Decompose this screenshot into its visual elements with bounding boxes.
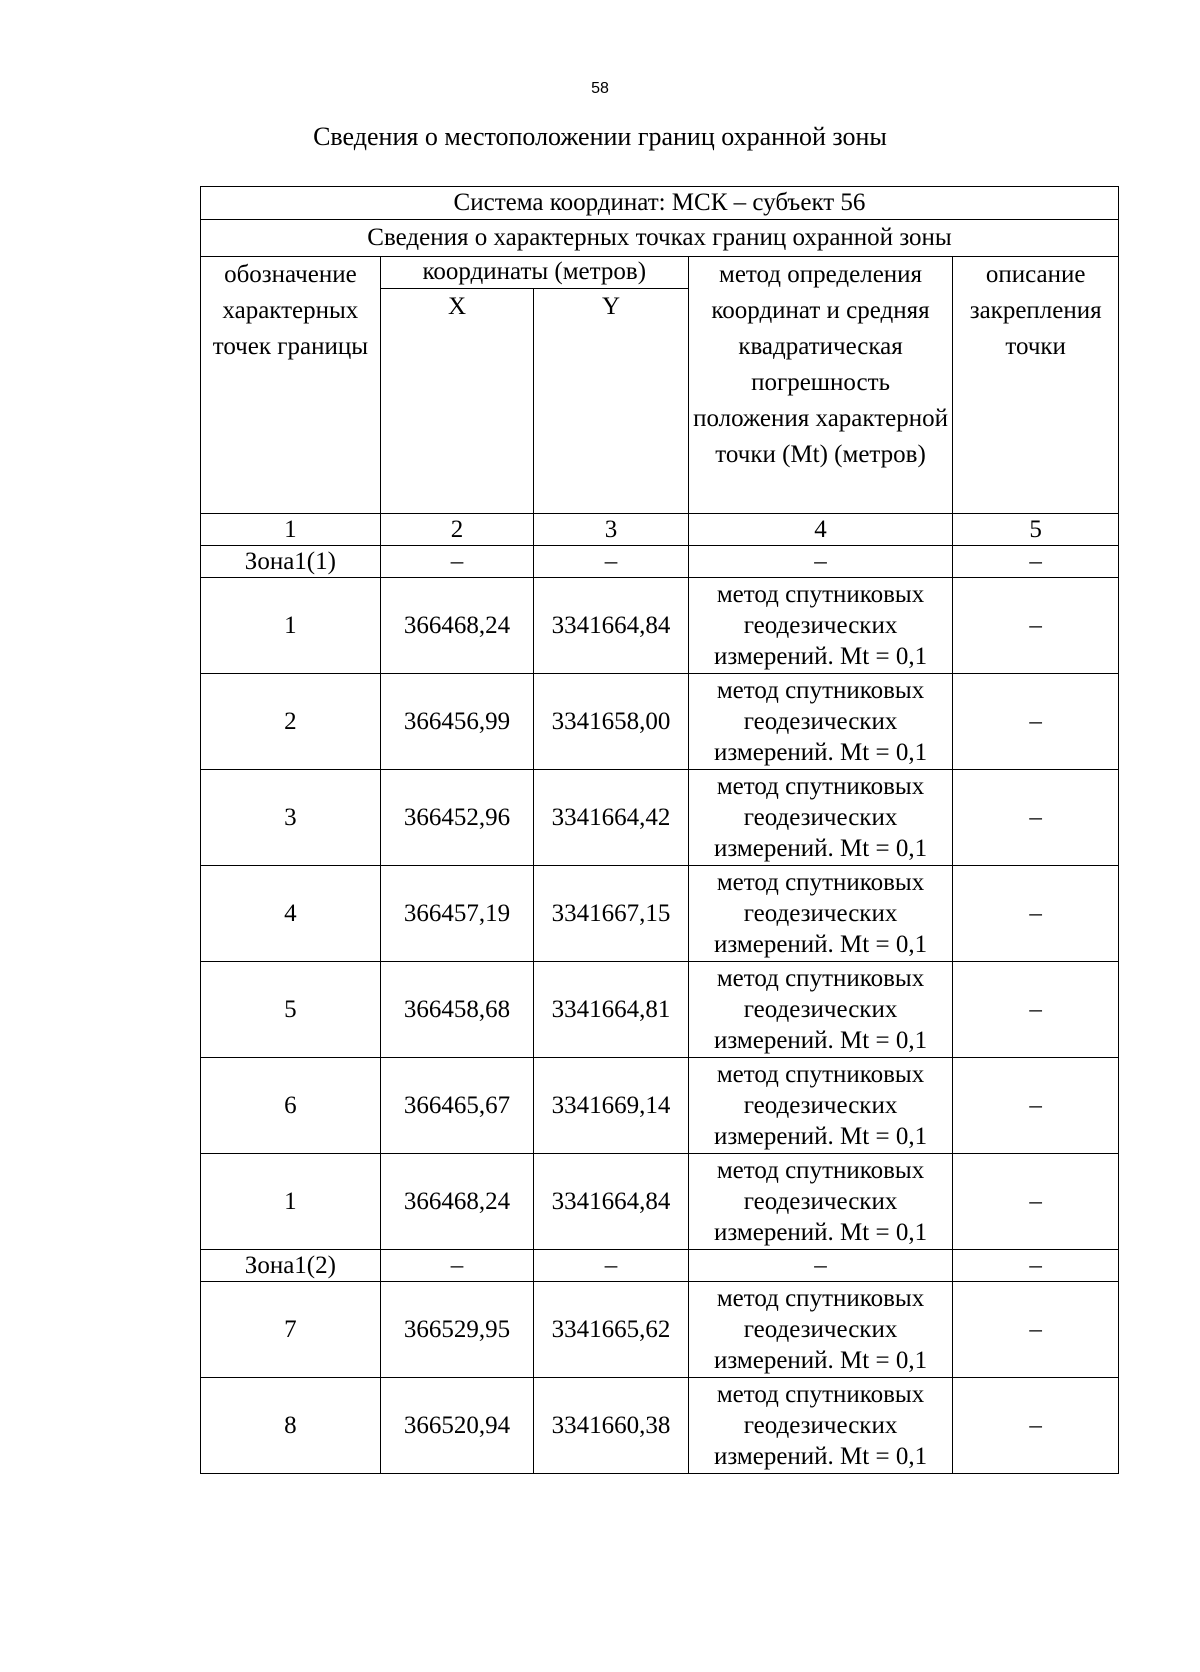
point-label-cell: 8 [201,1378,381,1474]
x-coordinate-cell: 366529,95 [380,1282,534,1378]
x-coordinate-cell: 366456,99 [380,674,534,770]
header-coordinates: координаты (метров) [380,257,688,289]
boundary-points-table [200,186,1119,1474]
method-cell: метод спутниковых геодезических измерений. Mt = 0,1 [688,962,953,1058]
fixing-description-cell: – [953,1250,1119,1282]
y-coordinate-cell: 3341667,15 [534,866,689,962]
fixing-description-cell: – [953,1282,1119,1378]
y-coordinate-cell: 3341660,38 [534,1378,689,1474]
fixing-description-cell: – [953,578,1119,674]
header-x: X [380,289,534,514]
point-label-cell: 1 [201,1154,381,1250]
method-cell: метод спутниковых геодезических измерений. Mt = 0,1 [688,1154,953,1250]
fixing-description-cell: – [953,770,1119,866]
zone-row [201,1250,1119,1282]
point-label-cell: 6 [201,1058,381,1154]
x-coordinate-cell: 366465,67 [380,1058,534,1154]
x-coordinate-cell: 366457,19 [380,866,534,962]
x-coordinate-cell: 366468,24 [380,1154,534,1250]
table-row [201,1058,1119,1154]
header-method: метод определения координат и средняя квадратическая погрешность положения характерной точки (Mt) (метров) [688,257,953,514]
y-coordinate-cell: 3341669,14 [534,1058,689,1154]
header-fixing-description: описание закрепления точки [953,257,1119,514]
x-coordinate-cell: 366468,24 [380,578,534,674]
method-cell: метод спутниковых геодезических измерений. Mt = 0,1 [688,674,953,770]
fixing-description-cell: – [953,1378,1119,1474]
column-numbers-row [201,514,1119,546]
point-label-cell: Зона1(1) [201,546,381,578]
column-number: 4 [688,514,953,546]
table-row [201,1378,1119,1474]
y-coordinate-cell: – [534,546,689,578]
point-label-cell: 5 [201,962,381,1058]
point-label-cell: 1 [201,578,381,674]
coord-system-cell: Система координат: МСК – субъект 56 [201,187,1119,220]
table-row [201,1154,1119,1250]
fixing-description-cell: – [953,1058,1119,1154]
column-number: 3 [534,514,689,546]
point-label-cell: 3 [201,770,381,866]
table-row [201,770,1119,866]
fixing-description-cell: – [953,1154,1119,1250]
coord-system-row [201,187,1119,220]
x-coordinate-cell: 366452,96 [380,770,534,866]
point-label-cell: Зона1(2) [201,1250,381,1282]
y-coordinate-cell: 3341664,81 [534,962,689,1058]
table-row [201,866,1119,962]
document-title: Сведения о местоположении границ охранной зоны [313,122,887,151]
y-coordinate-cell: – [534,1250,689,1282]
column-number: 1 [201,514,381,546]
fixing-description-cell: – [953,962,1119,1058]
x-coordinate-cell: – [380,1250,534,1282]
method-cell: метод спутниковых геодезических измерений. Mt = 0,1 [688,866,953,962]
x-coordinate-cell: 366458,68 [380,962,534,1058]
section-title-row [201,220,1119,257]
method-cell: метод спутниковых геодезических измерений. Mt = 0,1 [688,578,953,674]
x-coordinate-cell: 366520,94 [380,1378,534,1474]
y-coordinate-cell: 3341664,42 [534,770,689,866]
method-cell: – [688,546,953,578]
y-coordinate-cell: 3341658,00 [534,674,689,770]
y-coordinate-cell: 3341664,84 [534,1154,689,1250]
header-row [201,257,1119,289]
method-cell: метод спутниковых геодезических измерений. Mt = 0,1 [688,1378,953,1474]
table-row [201,1282,1119,1378]
fixing-description-cell: – [953,674,1119,770]
method-cell: метод спутниковых геодезических измерений. Mt = 0,1 [688,770,953,866]
section-title-cell: Сведения о характерных точках границ охранной зоны [201,220,1119,257]
point-label-cell: 7 [201,1282,381,1378]
table-row [201,578,1119,674]
method-cell: метод спутниковых геодезических измерений. Mt = 0,1 [688,1282,953,1378]
method-cell: – [688,1250,953,1282]
x-coordinate-cell: – [380,546,534,578]
y-coordinate-cell: 3341665,62 [534,1282,689,1378]
table-row [201,674,1119,770]
fixing-description-cell: – [953,866,1119,962]
table-row [201,962,1119,1058]
y-coordinate-cell: 3341664,84 [534,578,689,674]
column-number: 5 [953,514,1119,546]
method-cell: метод спутниковых геодезических измерений. Mt = 0,1 [688,1058,953,1154]
point-label-cell: 2 [201,674,381,770]
header-y: Y [534,289,689,514]
point-label-cell: 4 [201,866,381,962]
header-point-designation: обозначение характерных точек границы [201,257,381,514]
fixing-description-cell: – [953,546,1119,578]
column-number: 2 [380,514,534,546]
zone-row [201,546,1119,578]
page-number: 58 [591,80,609,97]
